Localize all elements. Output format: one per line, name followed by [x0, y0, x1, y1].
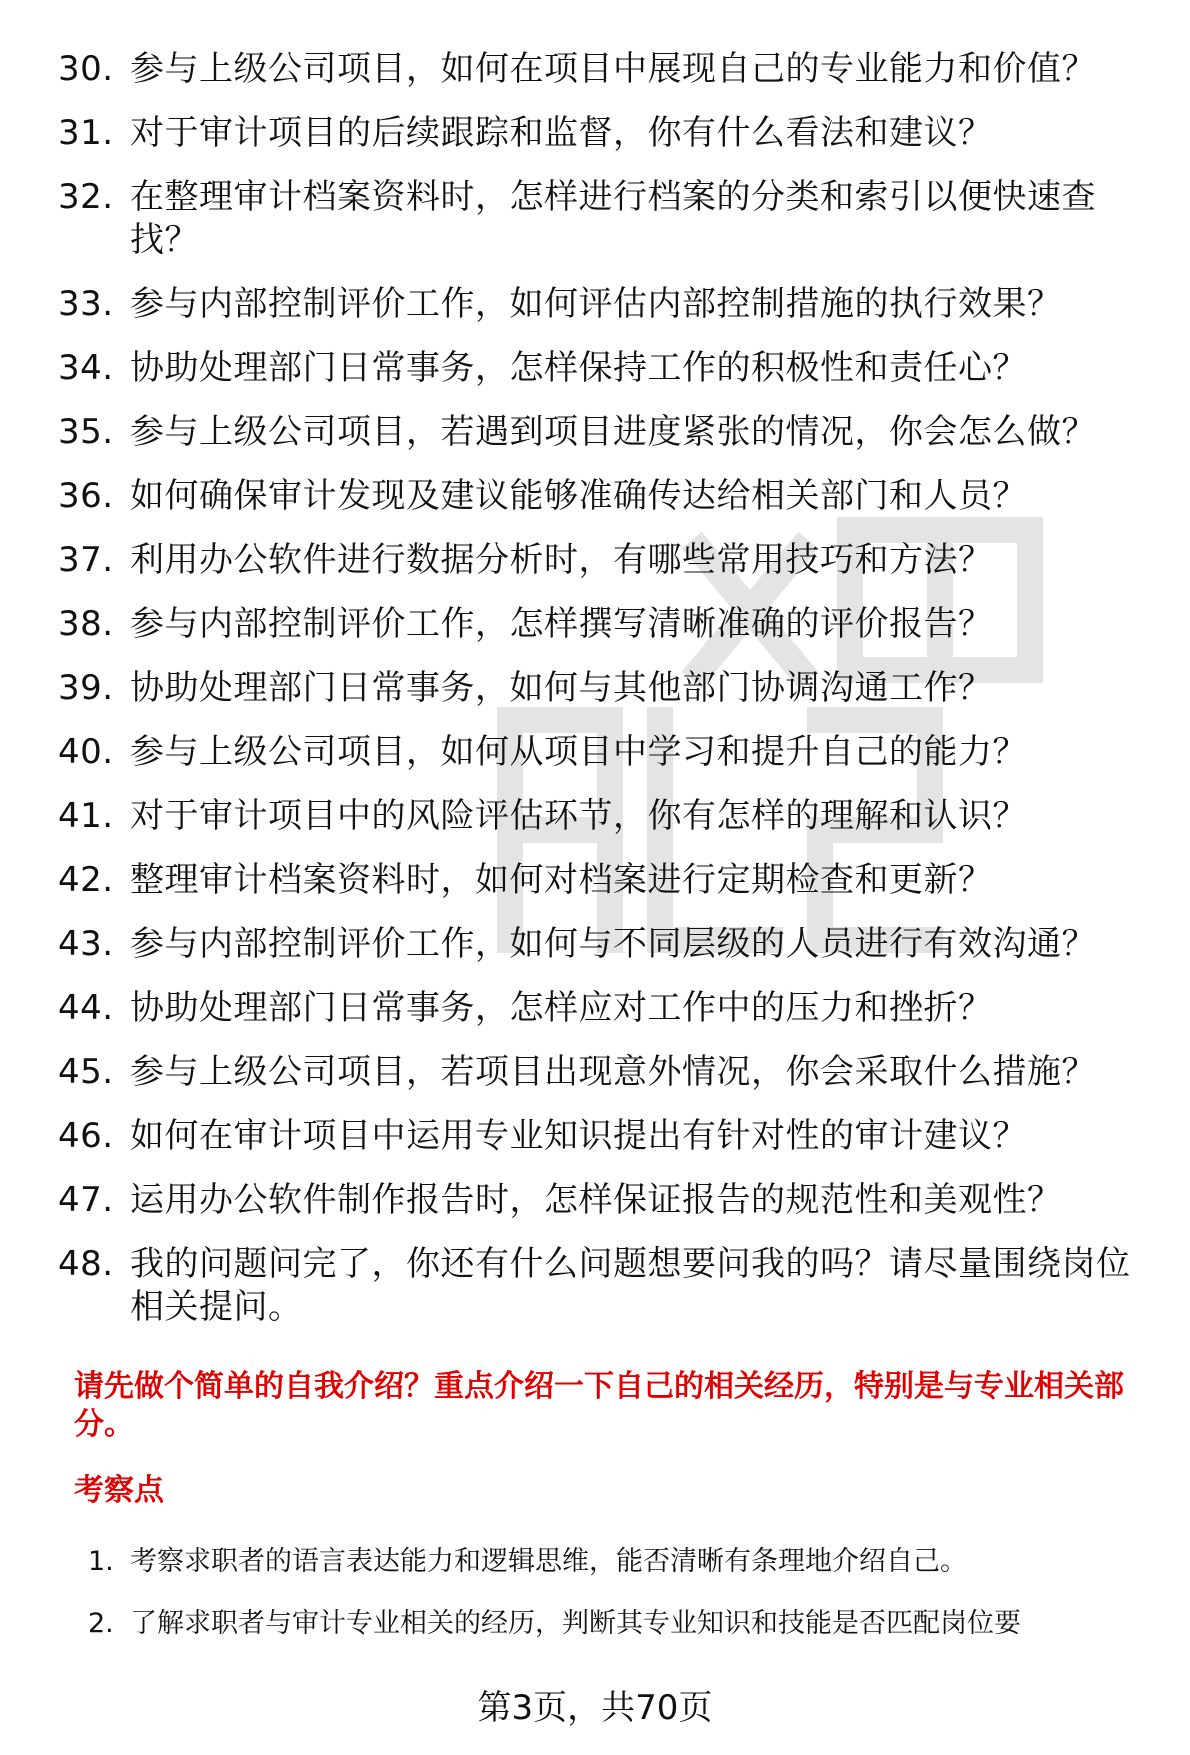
question-number: 44. [58, 988, 114, 1028]
list-item [58, 411, 1148, 454]
question-text: 参与上级公司项目，如何在项目中展现自己的专业能力和价值？ [130, 49, 1096, 89]
question-number: 32. [58, 177, 114, 217]
question-number: 41. [58, 796, 114, 836]
question-text: 在整理审计档案资料时，怎样进行档案的分类和索引以便快速查找？ [130, 177, 1096, 260]
question-number: 36. [58, 476, 114, 516]
exam-points-list [88, 1545, 1128, 1669]
question-number: 31. [58, 113, 114, 153]
question-number: 39. [58, 668, 114, 708]
question-number: 38. [58, 604, 114, 644]
question-number: 48. [58, 1244, 114, 1284]
list-item [58, 923, 1148, 966]
list-item [58, 667, 1148, 710]
list-item [58, 347, 1148, 390]
question-text: 参与上级公司项目，若遇到项目进度紧张的情况，你会怎么做？ [130, 412, 1096, 452]
question-number: 42. [58, 860, 114, 900]
question-number: 46. [58, 1116, 114, 1156]
list-item [58, 475, 1148, 518]
list-item [88, 1545, 1128, 1579]
question-text: 参与上级公司项目，若项目出现意外情况，你会采取什么措施？ [130, 1052, 1096, 1092]
question-number: 33. [58, 284, 114, 324]
list-item [58, 859, 1148, 902]
list-item [88, 1607, 1128, 1641]
point-number: 2. [88, 1608, 114, 1639]
question-text: 利用办公软件进行数据分析时，有哪些常用技巧和方法？ [130, 540, 993, 580]
point-text: 了解求职者与审计专业相关的经历，判断其专业知识和技能是否匹配岗位要 [130, 1608, 1021, 1639]
question-text: 如何确保审计发现及建议能够准确传达给相关部门和人员？ [130, 476, 1027, 516]
question-text: 参与内部控制评价工作，怎样撰写清晰准确的评价报告？ [130, 604, 993, 644]
list-item [58, 1243, 1148, 1329]
list-item [58, 987, 1148, 1030]
point-text: 考察求职者的语言表达能力和逻辑思维，能否清晰有条理地介绍自己。 [130, 1546, 967, 1577]
question-number: 45. [58, 1052, 114, 1092]
page-footer: 第3页，共70页 [477, 1688, 713, 1728]
question-number: 30. [58, 49, 114, 89]
list-item [58, 603, 1148, 646]
question-text: 对于审计项目中的风险评估环节，你有怎样的理解和认识？ [130, 796, 1027, 836]
list-item [58, 176, 1148, 262]
question-text: 协助处理部门日常事务，怎样保持工作的积极性和责任心？ [130, 348, 1027, 388]
list-item [58, 112, 1148, 155]
list-item [58, 48, 1148, 91]
question-number: 35. [58, 412, 114, 452]
list-item [58, 1115, 1148, 1158]
question-number: 34. [58, 348, 114, 388]
question-number: 43. [58, 924, 114, 964]
list-item [58, 1179, 1148, 1222]
list-item [58, 539, 1148, 582]
list-item [58, 283, 1148, 326]
exam-points-heading: 考察点 [74, 1473, 164, 1508]
self-introduction-prompt: 请先做个简单的自我介绍？重点介绍一下自己的相关经历，特别是与专业相关部分。 [74, 1369, 1124, 1442]
question-number: 40. [58, 732, 114, 772]
list-item [58, 795, 1148, 838]
list-item [58, 1051, 1148, 1094]
list-item [58, 731, 1148, 774]
question-text: 协助处理部门日常事务，怎样应对工作中的压力和挫折？ [130, 988, 993, 1028]
question-text: 运用办公软件制作报告时，怎样保证报告的规范性和美观性？ [130, 1180, 1062, 1220]
question-list [58, 48, 1148, 1350]
question-text: 协助处理部门日常事务，如何与其他部门协调沟通工作？ [130, 668, 993, 708]
question-text: 参与上级公司项目，如何从项目中学习和提升自己的能力？ [130, 732, 1027, 772]
point-number: 1. [88, 1546, 114, 1577]
question-text: 我的问题问完了，你还有什么问题想要问我的吗？请尽量围绕岗位相关提问。 [130, 1244, 1131, 1327]
question-text: 对于审计项目的后续跟踪和监督，你有什么看法和建议？ [130, 113, 993, 153]
question-text: 如何在审计项目中运用专业知识提出有针对性的审计建议？ [130, 1116, 1027, 1156]
question-number: 37. [58, 540, 114, 580]
question-text: 参与内部控制评价工作，如何评估内部控制措施的执行效果？ [130, 284, 1062, 324]
question-text: 参与内部控制评价工作，如何与不同层级的人员进行有效沟通？ [130, 924, 1096, 964]
question-text: 整理审计档案资料时，如何对档案进行定期检查和更新？ [130, 860, 993, 900]
question-number: 47. [58, 1180, 114, 1220]
